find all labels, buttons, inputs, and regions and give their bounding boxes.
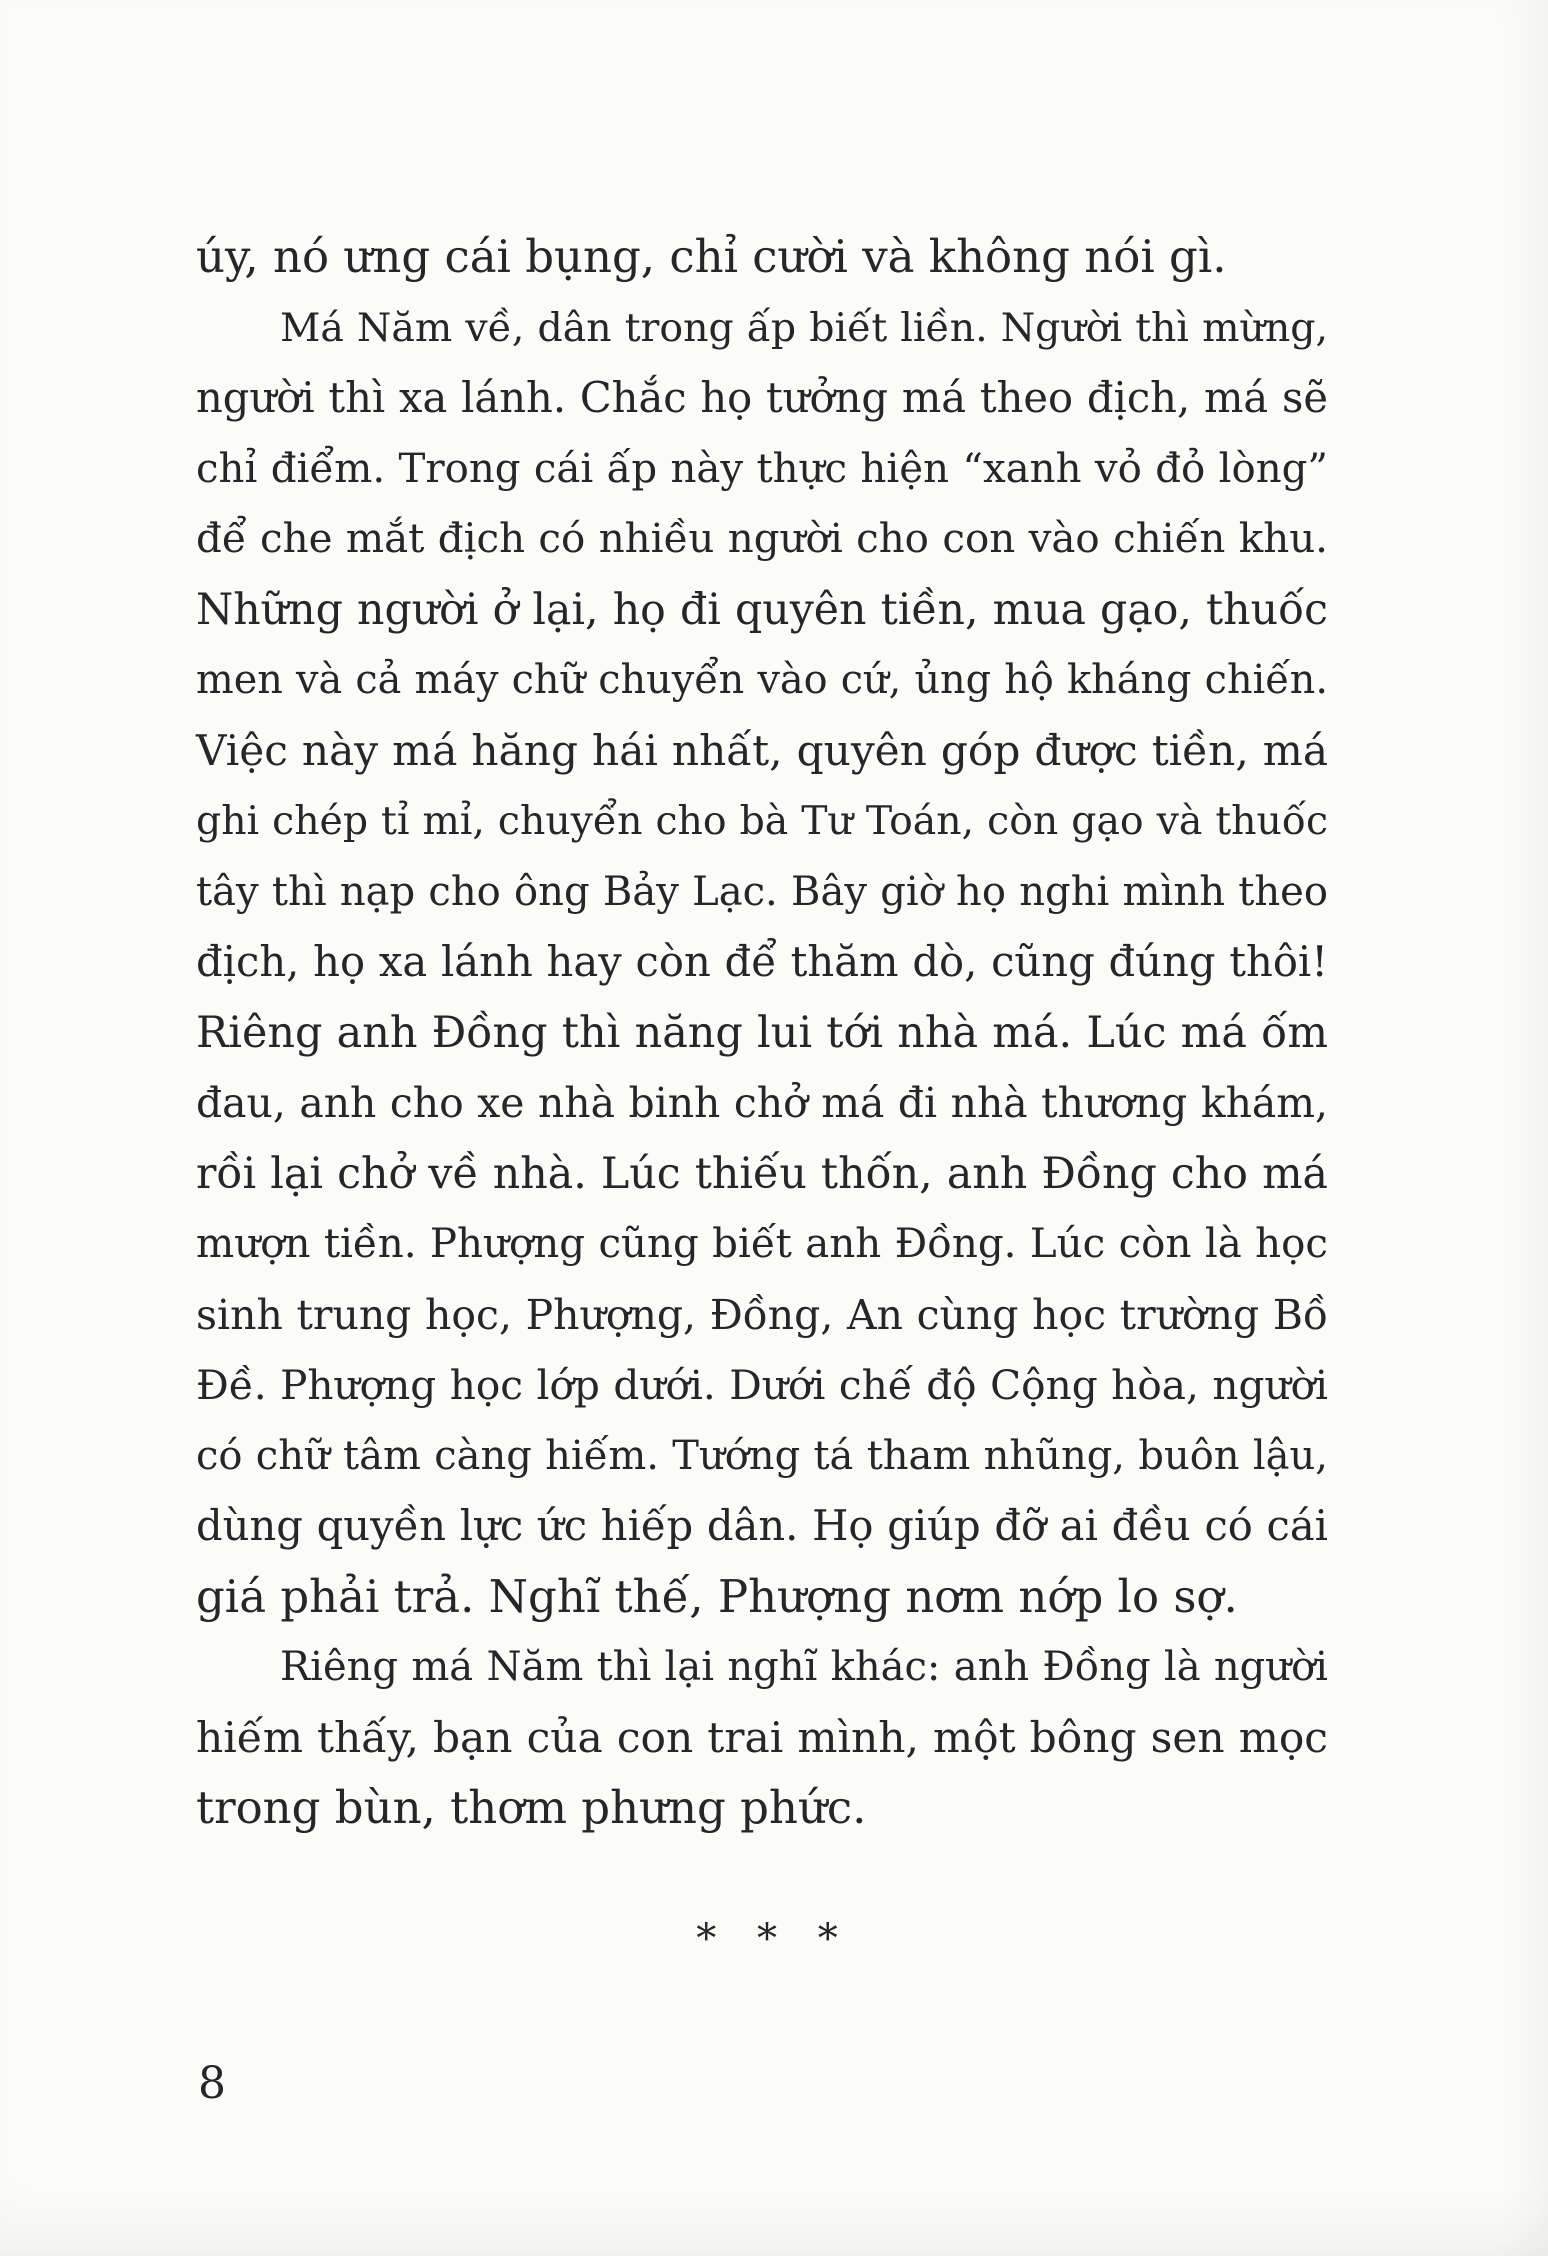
- text-line: dùng quyền lực ức hiếp dân. Họ giúp đỡ ai đều có cái: [196, 1501, 1328, 1550]
- section-separator: * * *: [696, 1916, 852, 1962]
- text-line: chỉ điểm. Trong cái ấp này thực hiện “xanh vỏ đỏ lòng”: [196, 445, 1328, 492]
- text-line: tây thì nạp cho ông Bảy Lạc. Bây giờ họ nghi mình theo: [196, 868, 1328, 915]
- text-line: địch, họ xa lánh hay còn để thăm dò, cũng đúng thôi!: [196, 937, 1328, 986]
- text-line: giá phải trả. Nghĩ thế, Phượng nơm nớp lo sợ.: [196, 1569, 1238, 1623]
- text-line: mượn tiền. Phượng cũng biết anh Đồng. Lúc còn là học: [196, 1220, 1328, 1267]
- text-line: Riêng má Năm thì lại nghĩ khác: anh Đồng là người: [280, 1644, 1328, 1690]
- text-line: Má Năm về, dân trong ấp biết liền. Người thì mừng,: [280, 304, 1328, 351]
- text-line: Những người ở lại, họ đi quyên tiền, mua gạo, thuốc: [196, 584, 1328, 635]
- text-line: men và cả máy chữ chuyển vào cứ, ủng hộ kháng chiến.: [196, 657, 1328, 703]
- text-line: ghi chép tỉ mỉ, chuyển cho bà Tư Toán, còn gạo và thuốc: [196, 798, 1328, 844]
- text-line: người thì xa lánh. Chắc họ tưởng má theo địch, má sẽ: [196, 373, 1328, 422]
- body-text: [196, 222, 1328, 1844]
- text-line: Riêng anh Đồng thì năng lui tới nhà má. Lúc má ốm: [196, 1007, 1328, 1058]
- text-line: đau, anh cho xe nhà binh chở má đi nhà thương khám,: [196, 1079, 1328, 1127]
- page-number: 8: [198, 2058, 226, 2109]
- text-line: sinh trung học, Phượng, Đồng, An cùng học trường Bồ: [196, 1290, 1328, 1339]
- text-line: để che mắt địch có nhiều người cho con vào chiến khu.: [196, 515, 1328, 562]
- text-line: có chữ tâm càng hiếm. Tướng tá tham nhũng, buôn lậu,: [196, 1432, 1328, 1479]
- text-line: trong bùn, thơm phưng phức.: [196, 1781, 867, 1834]
- text-line: Việc này má hăng hái nhất, quyên góp được tiền, má: [196, 725, 1328, 775]
- text-line: Đề. Phượng học lớp dưới. Dưới chế độ Cộng hòa, người: [196, 1361, 1328, 1409]
- text-line: hiếm thấy, bạn của con trai mình, một bông sen mọc: [196, 1712, 1328, 1762]
- text-line: úy, nó ưng cái bụng, chỉ cười và không nói gì.: [196, 230, 1227, 283]
- text-line: rồi lại chở về nhà. Lúc thiếu thốn, anh Đồng cho má: [196, 1148, 1328, 1199]
